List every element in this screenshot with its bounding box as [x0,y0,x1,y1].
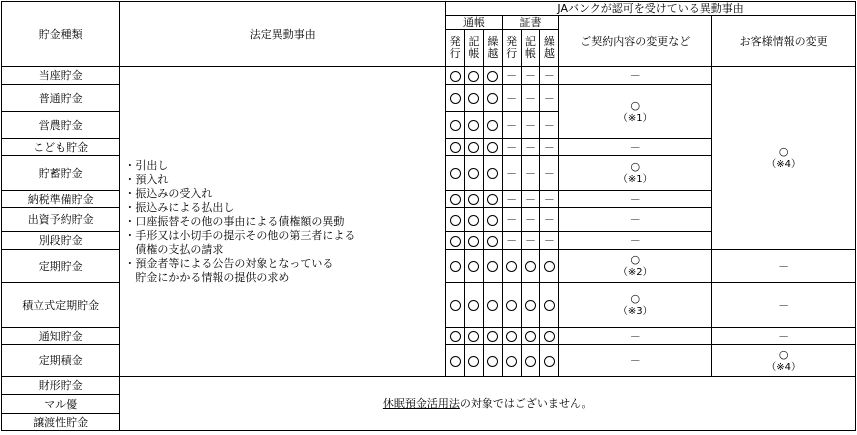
contract-cell: － [559,139,712,156]
event-item: ・引出し [124,158,169,172]
header-passbook-issue: 発 行 [446,30,465,67]
table-row [2,67,856,85]
mark-circle [465,250,484,283]
contract-cell: － [559,208,712,232]
contract-cell: － [559,191,712,208]
mark-circle [465,328,484,345]
mark-dash: － [521,232,540,250]
mark-dash: － [540,139,559,156]
mark-circle [446,208,465,232]
not-applicable-notice [120,377,856,431]
mark-dash: － [502,232,521,250]
row-name: 定期貯金 [2,250,120,283]
mark-circle [465,112,484,139]
mark-circle [540,328,559,345]
event-item: ・口座振替その他の事由による債権額の異動 [124,214,345,228]
mark-circle [465,232,484,250]
contract-cell: ○ （※1） [559,156,712,191]
row-name: 譲渡性貯金 [2,414,120,431]
mark-dash: － [502,139,521,156]
row-name: 通知貯金 [2,328,120,345]
mark-circle [483,139,502,156]
mark-circle [540,345,559,377]
header-certificate-carry: 繰 越 [540,30,559,67]
header-savings-type: 貯金種類 [2,2,120,67]
customer-cell: － [712,283,856,328]
mark-circle [446,85,465,112]
mark-circle [502,328,521,345]
mark-circle [465,283,484,328]
mark-circle [483,232,502,250]
row-name: 当座貯金 [2,67,120,85]
row-name: 貯蓄貯金 [2,156,120,191]
mark-circle [521,283,540,328]
mark-circle [465,67,484,85]
mark-circle [446,283,465,328]
dormant-deposit-law-link[interactable]: 休眠預金活用法 [382,397,460,410]
mark-circle [483,250,502,283]
row-name: 別段貯金 [2,232,120,250]
header-contract-change: ご契約内容の変更など [559,16,712,67]
mark-dash: － [521,112,540,139]
header-passbook: 通帳 [446,16,503,30]
mark-circle [446,250,465,283]
mark-circle [465,345,484,377]
mark-dash: － [540,232,559,250]
mark-circle [483,85,502,112]
customer-cell: ○ （※4） [712,345,856,377]
mark-circle [540,283,559,328]
contract-cell: ○ （※2） [559,250,712,283]
mark-circle [446,139,465,156]
mark-circle [483,208,502,232]
event-item: ・預金者等による公告の対象となっている [124,256,334,270]
mark-dash: － [540,67,559,85]
event-item: ・預入れ [124,172,169,186]
mark-circle [446,191,465,208]
mark-dash: － [521,139,540,156]
dormant-deposit-table [1,1,856,431]
header-legal-events: 法定異動事由 [120,2,446,67]
mark-dash: － [521,191,540,208]
event-item: ・振込みの受入れ [124,186,213,200]
event-item: ・手形又は小切手の提示その他の第三者による [124,228,356,242]
row-name: こども貯金 [2,139,120,156]
header-customer-change: お客様情報の変更 [712,16,856,67]
event-item: 債権の支払の請求 [124,242,224,256]
mark-circle [446,112,465,139]
mark-circle [446,156,465,191]
row-name: 普通貯金 [2,85,120,112]
mark-circle [446,67,465,85]
contract-cell: － [559,328,712,345]
mark-circle [465,208,484,232]
legal-events-list [120,67,446,377]
mark-circle [483,345,502,377]
mark-dash: － [521,156,540,191]
mark-circle [502,345,521,377]
row-name: 納税準備貯金 [2,191,120,208]
row-name: 定期積金 [2,345,120,377]
mark-circle [521,345,540,377]
mark-dash: － [540,85,559,112]
not-applicable-text: の対象ではございません。 [459,397,593,410]
header-passbook-record: 記 帳 [465,30,484,67]
mark-circle [483,283,502,328]
mark-dash: － [521,208,540,232]
mark-circle [483,328,502,345]
mark-circle [446,232,465,250]
header-certificate-issue: 発 行 [502,30,521,67]
mark-dash: － [502,191,521,208]
contract-cell: － [559,345,712,377]
mark-circle [465,156,484,191]
header-certificate-record: 記 帳 [521,30,540,67]
row-name: 出資予約貯金 [2,208,120,232]
customer-cell: － [712,250,856,283]
header-certificate: 証書 [502,16,559,30]
event-item: ・振込みによる払出し [124,200,235,214]
mark-dash: － [540,156,559,191]
contract-cell: ○ （※3） [559,283,712,328]
mark-circle [465,85,484,112]
mark-circle [446,345,465,377]
mark-circle [465,139,484,156]
mark-circle [502,283,521,328]
row-name: 営農貯金 [2,112,120,139]
contract-cell: － [559,67,712,85]
mark-circle [521,328,540,345]
table-row [2,377,856,395]
mark-circle [502,250,521,283]
row-name: マル優 [2,395,120,414]
mark-dash: － [502,208,521,232]
mark-dash: － [521,67,540,85]
mark-dash: － [502,67,521,85]
mark-dash: － [540,208,559,232]
header-passbook-carry: 繰 越 [483,30,502,67]
row-name: 財形貯金 [2,377,120,395]
mark-circle [465,191,484,208]
contract-merged-cell: ○ （※1） [559,85,712,139]
mark-dash: － [540,191,559,208]
mark-dash: － [540,112,559,139]
mark-dash: － [502,156,521,191]
customer-cell: － [712,328,856,345]
mark-dash: － [502,112,521,139]
mark-dash: － [521,85,540,112]
mark-circle [446,328,465,345]
customer-merged-cell: ○ （※4） [712,67,856,250]
row-name: 積立式定期貯金 [2,283,120,328]
header-ja-title: JAバンクが認可を受けている異動事由 [446,2,856,16]
mark-circle [483,191,502,208]
mark-circle [521,250,540,283]
event-item: 貯金にかかる情報の提供の求め [124,270,290,284]
contract-cell: － [559,232,712,250]
mark-circle [540,250,559,283]
mark-dash: － [502,85,521,112]
mark-circle [483,112,502,139]
mark-circle [483,156,502,191]
mark-circle [483,67,502,85]
